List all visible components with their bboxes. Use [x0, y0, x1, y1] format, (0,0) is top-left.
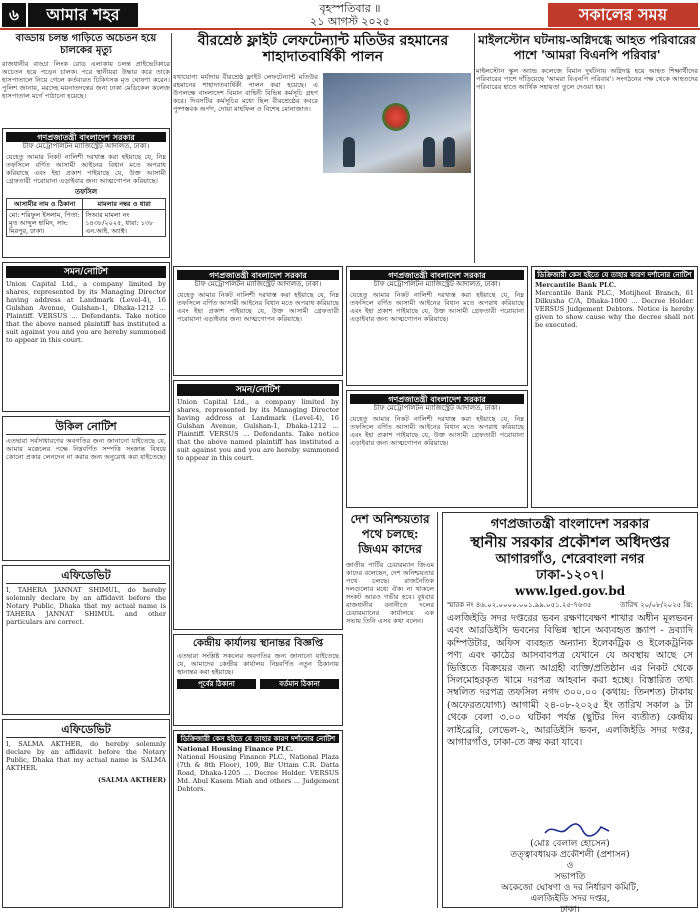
section-title: আমার শহর [28, 3, 138, 27]
new-address-label: বর্তমান ঠিকানা [260, 679, 339, 689]
court-notice-left [2, 128, 170, 258]
central-notice-title: কেন্দ্রীয় কার্যালয় স্থানান্তর বিজ্ঞপ্তি [192, 638, 324, 649]
story-main [173, 33, 473, 263]
court-name: চীফ মেট্রোপলিটন ম্যাজিস্ট্রেট আদালত, ঢাকা। [194, 280, 322, 288]
central-office-notice [173, 634, 343, 726]
affidavit-sign: (SALMA AKTHER) [98, 776, 166, 784]
court-table [6, 198, 166, 237]
summons-body: Union Capital Ltd., a company limited by shares, represented by its Managing Director having address at Landmark (Level-4), 16 Gulshan Avenue, Gulshan-1, Dhaka-1212 ... Plaintiff. VERSUS ... Defendants. Take notice that the above named plaintiff has instituted a suit against you and you are hereby summoned to appear in this court. [177, 398, 339, 462]
lged-memo: স্মারক নং ৪৬.০২.০০০০.০০১.৯৯.০৫১.২৫-৭৬৩৫ [447, 601, 592, 609]
summons-title: সমন/নোটিশ [177, 384, 339, 396]
affidavit-title: এফিডেভিট [6, 569, 166, 584]
summons-middle [173, 380, 343, 630]
court-body: যেহেতু আমার নিকট নালিশী দরখাস্ত করা হইয়াছে যে, নিম্ন তফসিলে বর্ণিত আসামী আইনের বিধান মতে অপরাধ করিয়াছে এবং ইহা প্রকাশ পাইয়াছে যে, উক্ত আসামী গ্রেফতারী পরোয়ানা এড়াইবার জন্য আত্মগোপন করিয়াছে। [350, 291, 524, 323]
wreath-icon [382, 103, 410, 131]
lged-city2: ঢাকা। [560, 905, 580, 915]
lged-body: এলজিইডি সদর দপ্তরের ভবন রক্ষণাবেক্ষণ শাখার অধীন মূলভবন এবং আরডিইসি ভবনের বিভিন্ন স্থানে অব্যবহৃত স্ক্র্যাপ - দ্রব্যাদি কম্পিউটার, অফিস ব্যবহৃত অন্যান্য ইলেকট্রিক ও ইলেকট্রনিক পণ্য এবং কাঠের আসবাবপত্র যেখানে যে অবস্থায় আছে সে ভিত্তিতে বিক্রয়ের জন্য আগ্রহী ব্যক্তি/প্রতিষ্ঠান এর নিকট থেকে সিলমোহরকৃত খামে দরপত্র আহবান করা হচ্ছে। বিস্তারিত তথ্য সম্বলিত দরপত্র তফসিল নগদ ৩০০.০০ (কথায়: তিনশত) টাকায় (অফেরতযোগ্য) আগামী ২৪-০৮-২০২৫ ইং তারিখ সকাল ৯ টা থেকে বেলা ৩.০০ ঘটিকা পর্যন্ত (ছুটির দিন ব্যতীত) কেন্দ্রীয় লাইব্রেরি, লেভেল-২, আরডিইসি ভবন, এলজিইডি সদর দপ্তর, আগারগাঁও, ঢাকা-তে ক্রয় করা যাবে। [447, 613, 693, 749]
date: ২১ আগস্ট ২০২৫ [310, 15, 390, 28]
affidavit-title: এফিডেভিট [6, 723, 166, 738]
story-main-title: বীরশ্রেষ্ঠ ফ্লাইট লেফটেন্যান্ট মতিউর রহমানের শাহাদাতবার্ষিকী পালন [197, 33, 449, 65]
summons-body: Union Capital Ltd., a company limited by shares, represented by its Managing Director having address at Landmark (Level-4), 16 Gulshan Avenue, Gulshan-1, Dhaka-1212 ... Plaintiff. VERSUS ... Defendants. Take notice that the above named plaintiff has instituted a suit against you and you are hereby summoned to appear in this court. [6, 280, 166, 344]
ceremony-photo [323, 73, 471, 173]
table-cell: সিআর মামলা নং ১৪৩৮/২০২৫, ধারা: ১৩৮ এন.আই. অ্যাক্ট। [83, 210, 166, 237]
lged-gov: গণপ্রজাতন্ত্রী বাংলাদেশ সরকার [490, 517, 650, 532]
lged-president: সভাপতি [554, 872, 586, 882]
court-name: চীফ মেট্রোপলিটন ম্যাজিস্ট্রেট আদালত, ঢাকা। [373, 280, 501, 288]
affidavit-body: I, SALMA AKTHER, do hereby solemnly declare by an affidavit before the Notary Public, Dhaka that my actual name is SALMA AKTHER. [6, 740, 166, 772]
court-gov: গণপ্রজাতন্ত্রী বাংলাদেশ সরকার [6, 132, 166, 142]
lged-city: ঢাকা-১২০৭। [536, 568, 604, 583]
lged-hq: এলজিইডি সদর দপ্তর, [530, 894, 610, 904]
jatiya-party-body: জাতীয় পার্টির চেয়ারম্যান জিএম কাদের বলেছেন, দেশ অনিশ্চয়তার পথে চলছে। রাজনৈতিক দলগুলোর মধ্যে ঐক্য না থাকলে সংকট আরও গভীর হবে। বুধবার রাজধানীর বনানীতে দলের চেয়ারম্যানের কার্যালয়ে এক সভায় তিনি এসব কথা বলেন। [346, 561, 434, 625]
lawyer-notice-body: এতদ্বারা সর্বসাধারণের অবগতির জন্য জানানো যাইতেছে যে, আমার মক্কেলের পক্ষে নিম্নবর্ণিত সম্পত্তি সংক্রান্ত বিষয়ে কোনো প্রকার লেনদেন না করার জন্য অনুরোধ করা যাইতেছে। [6, 437, 166, 461]
page-number: ৬ [2, 3, 26, 27]
old-address-label: পূর্বের ঠিকানা [177, 679, 256, 689]
summons-notice [2, 262, 170, 412]
page-header [0, 0, 700, 30]
mercantile-company: Mercantile Bank PLC. [535, 281, 617, 289]
affidavit-1 [2, 565, 170, 715]
mercantile-title: ডিক্রিজারী কেস হইতে যে তাহার কারণ দর্শানোর নোটিশ [535, 270, 694, 279]
court-notice-right-1 [346, 266, 528, 386]
nhfil-notice [173, 730, 343, 908]
weekday: বৃহস্পতিবার ॥ [319, 2, 381, 15]
table-cell: মো: শরিফুল ইসলাম, পিতা: মৃত আব্দুল হামিদ, সাং: মিরপুর, ঢাকা। [7, 210, 83, 237]
summons-title: সমন/নোটিশ [6, 266, 166, 278]
lged-website: www.lged.gov.bd [514, 584, 626, 598]
signature-icon [543, 821, 613, 839]
court-notice-right-2 [346, 390, 528, 508]
lged-department: স্থানীয় সরকার প্রকৌশল অধিদপ্তর [470, 533, 670, 551]
jatiya-party-story [346, 512, 438, 908]
jatiya-party-headline: দেশ অনিশ্চয়তার পথে চলছে: জিএম কাদের [350, 512, 430, 556]
nhfil-title: ডিক্রিজারী কেস হইতে যে তাহার কারণ দর্শানোর নোটিশ [177, 734, 339, 743]
court-gov: গণপ্রজাতন্ত্রী বাংলাদেশ সরকার [177, 270, 339, 280]
newspaper-logo: সকালের সময় [548, 3, 698, 27]
lged-designation: তত্ত্বাবধায়ক প্রকৌশলী (প্রশাসন) [510, 850, 630, 860]
lged-committee: অকেজো ঘোষণা ও দর নির্ধারণ কমিটি, [501, 883, 639, 893]
lged-tender-notice [442, 512, 698, 915]
story-left-title: বাড্ডায় চলন্ত গাড়িতে অচেতন হয়ে চালকের মৃত্যু [15, 33, 157, 56]
story-main-body: যথাযোগ্য মর্যাদায় বীরশ্রেষ্ঠ ফ্লাইট লেফটেন্যান্ট মতিউর রহমানের শাহাদাতবার্ষিকী পালন করা হয়েছে। এ উপলক্ষে বাংলাদেশ বিমান বাহিনী বিভিন্ন কর্মসূচি গ্রহণ করে। দিবসটির কর্মসূচির মধ্যে ছিল বীরশ্রেষ্ঠের কবরে পুষ্পস্তবক অর্পণ, দোয়া মাহফিল ও বিশেষ মোনাজাত। [173, 73, 318, 113]
court-notice-middle [173, 266, 343, 376]
date-block [255, 2, 445, 28]
col-header: মামলার নম্বর ও ধারা [83, 199, 166, 210]
lawyer-notice [2, 416, 170, 561]
court-body: যেহেতু আমার নিকট নালিশী দরখাস্ত করা হইয়াছে যে, নিম্ন তফসিলে বর্ণিত আসামী আইনের বিধান মতে অপরাধ করিয়াছে এবং ইহা প্রকাশ পাইয়াছে যে, উক্ত আসামী গ্রেফতারী পরোয়ানা এড়াইবার জন্য আত্মগোপন করিয়াছে। [350, 415, 524, 447]
person-figure [423, 137, 435, 167]
mercantile-notice [531, 266, 698, 508]
col-header: আসামীর নাম ও ঠিকানা [7, 199, 83, 210]
court-name: চীফ মেট্রোপলিটন ম্যাজিস্ট্রেট আদালত, ঢাকা। [373, 404, 501, 412]
lged-address: আগারগাঁও, শেরেবাংলা নগর [495, 552, 645, 567]
court-schedule: তফসিল [74, 187, 98, 196]
affidavit-2 [2, 719, 170, 908]
person-figure [343, 137, 355, 167]
court-gov: গণপ্রজাতন্ত্রী বাংলাদেশ সরকার [350, 270, 524, 280]
court-name: চীফ মেট্রোপলিটন ম্যাজিস্ট্রেট আদালত, ঢাকা। [22, 142, 150, 150]
affidavit-body: I, TAHERA JANNAT SHIMUL, do hereby solemnly declare by an affidavit before the Notary Public, Dhaka that my actual name is TAHERA JANNAT SHIMUL and other particulars are correct. [6, 586, 166, 626]
story-left [2, 33, 170, 125]
person-figure [443, 137, 455, 167]
central-notice-body: এতদ্বারা সংশ্লিষ্ট সকলের অবগতির জন্য জানানো যাইতেছে যে, আমাদের কেন্দ্রীয় কার্যালয় নিম্নবর্ণিত নতুন ঠিকানায় স্থানান্তর করা হইয়াছে। [177, 652, 339, 676]
column-divider [474, 33, 475, 263]
lged-and: ও [566, 861, 574, 871]
story-right-body: মাইলস্টোন স্কুল অ্যান্ড কলেজে বিমান দুর্ঘটনায় অগ্নিদগ্ধ হয়ে আহত শিক্ষার্থীদের পরিবারের পাশে দাঁড়িয়েছে 'আমরা বিএনপি পরিবার'। সংগঠনের পক্ষ থেকে আহতদের পরিবারের হাতে আর্থিক সহায়তা তুলে দেওয়া হয়। [476, 67, 698, 91]
court-gov: গণপ্রজাতন্ত্রী বাংলাদেশ সরকার [350, 394, 524, 404]
lged-memo-date: তারিখ ২০/০৮/২০২৫ খ্রি: [620, 601, 693, 609]
court-body: যেহেতু আমার নিকট নালিশী দরখাস্ত করা হইয়াছে যে, নিম্ন তফসিলে বর্ণিত আসামী আইনের বিধান মতে অপরাধ করিয়াছে এবং ইহা প্রকাশ পাইয়াছে যে, উক্ত আসামী গ্রেফতারী পরোয়ানা এড়াইবার জন্য আত্মগোপন করিয়াছে। [6, 153, 166, 185]
story-right-title: মাইলস্টোন ঘটনায়-অগ্নিদগ্ধে আহত পরিবারের পাশে 'আমরা বিএনপি পরিবার' [478, 33, 696, 62]
column-divider [171, 33, 172, 908]
court-body: যেহেতু আমার নিকট নালিশী দরখাস্ত করা হইয়াছে যে, নিম্ন তফসিলে বর্ণিত আসামী আইনের বিধান মতে অপরাধ করিয়াছে এবং ইহা প্রকাশ পাইয়াছে যে, উক্ত আসামী গ্রেফতারী পরোয়ানা এড়াইবার জন্য আত্মগোপন করিয়াছে। [177, 291, 339, 323]
lawyer-notice-title: উকিল নোটিশ [6, 420, 166, 435]
lged-signer: (মোঃ বেলাল হোসেন) [530, 839, 610, 849]
nhfil-body: National Housing Finance PLC., National Plaza (7th & 8th Floor), 109, Bir Uttam C.R. Datta Road, Dhaka-1205 ... Decree Holder. VERSUS Md. Abul Kasem Miah and others ... Judgement Debtors. [177, 753, 339, 793]
nhfil-company: National Housing Finance PLC. [177, 745, 294, 753]
story-right [476, 33, 698, 263]
story-left-body: রাজধানীর বাড্ডা লিংক রোড এলাকায় চলন্ত প্রাইভেটকারে অচেতন হয়ে পড়েন চালক। পরে স্থানীয়রা উদ্ধার করে তাকে হাসপাতালে নিয়ে গেলে কর্তব্যরত চিকিৎসক মৃত ঘোষণা করেন। পুলিশ জানায়, মরদেহ ময়নাতদন্তের জন্য ঢাকা মেডিকেল কলেজ হাসপাতাল মর্গে পাঠানো হয়েছে। [2, 60, 170, 100]
mercantile-body: Mercantile Bank PLC., Motijheel Branch, 61 Dilkusha C/A, Dhaka-1000 ... Decree Holder. VERSUS Judgement Debtors. Notice is hereby given to show cause why the decree shall not be executed. [535, 289, 694, 329]
